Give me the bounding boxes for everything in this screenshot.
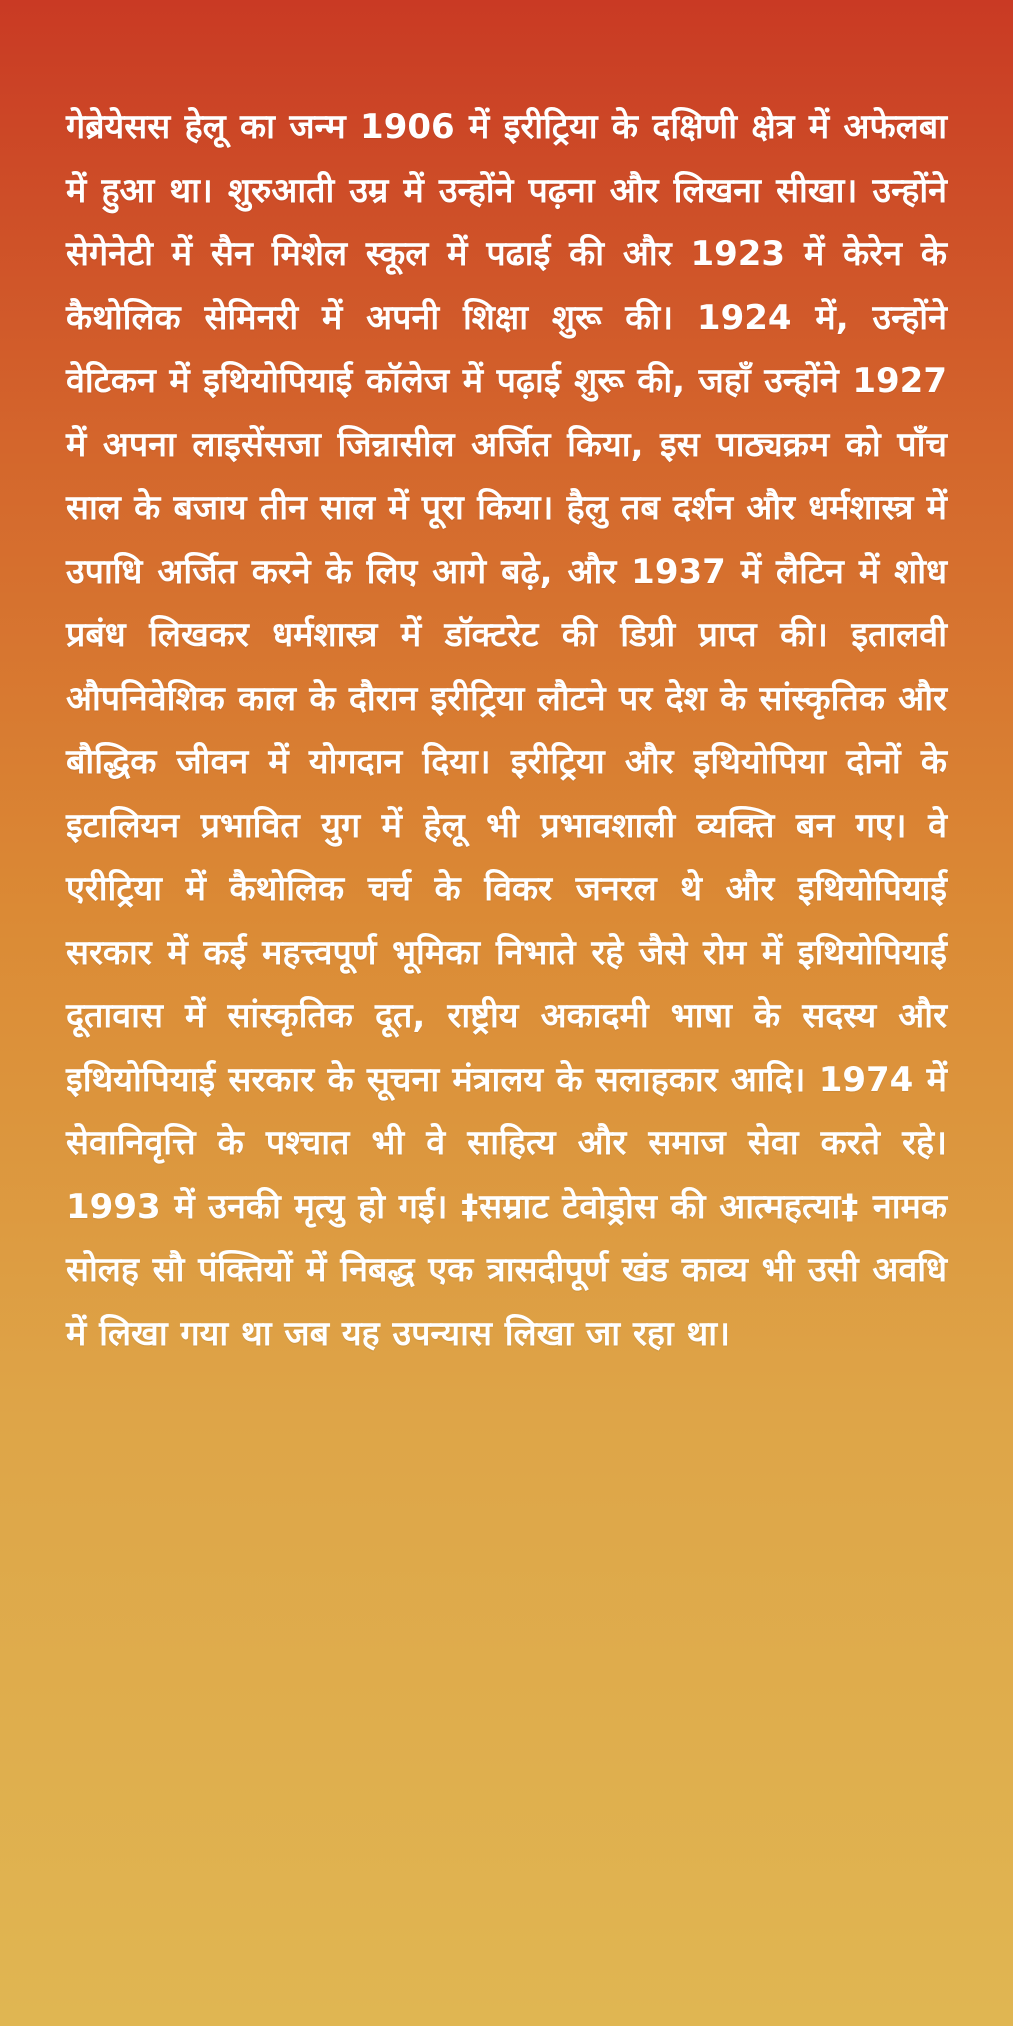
article-body-text: गेब्रेयेसस हेलू का जन्म 1906 में इरीट्रिया के दक्षिणी क्षेत्र में अफेलबा में हुआ था। शुरुआती उम्र में उन्होंने पढ़ना और लिखना सीखा। उन्होंने सेगेनेटी में सैन मिशेल स्कूल में पढाई की और 1923 में केरेन के कैथोलिक सेमिनरी में अपनी शिक्षा शुरू की। 1924 में, उन्होंने वेटिकन में इथियोपियाई कॉलेज में पढ़ाई शुरू की, जहाँ उन्होंने 1927 में अपना लाइसेंसजा जिन्नासील अर्जित किया, इस पाठ्यक्रम को पाँच साल के बजाय तीन साल में पूरा किया। हैलु तब दर्शन और धर्मशास्त्र में उपाधि अर्जित करने के लिए आगे बढ़े, और 1937 में लैटिन में शोध प्रबंध लिखकर धर्मशास्त्र में डॉक्टरेट की डिग्री प्राप्त की। इतालवी औपनिवेशिक काल के दौरान इरीट्रिया लौटने पर देश के सांस्कृतिक और बौद्धिक जीवन में योगदान दिया। इरीट्रिया और इथियोपिया दोनों के इटालियन प्रभावित युग में हेलू भी प्रभावशाली व्यक्ति बन गए। वे एरीट्रिया में कैथोलिक चर्च के विकर जनरल थे और इथियोपियाई सरकार में कई महत्त्वपूर्ण भूमिका निभाते रहे जैसे रोम में इथियोपियाई दूतावास में सांस्कृतिक दूत, राष्ट्रीय अकादमी भाषा के सदस्य और इथियोपियाई सरकार के सूचना मंत्रालय के सलाहकार आदि। 1974 में सेवानिवृत्ति के पश्चात भी वे साहित्य और समाज सेवा करते रहे। 1993 में उनकी मृत्यु हो गई। ‡सम्राट टेवोड्रोस की आत्महत्या‡ नामक सोलह सौ पंक्तियों में निबद्ध एक त्रासदीपूर्ण खंड काव्य भी उसी अवधि में लिखा गया था जब यह उपन्यास लिखा जा रहा था।	[66, 107, 947, 1354]
